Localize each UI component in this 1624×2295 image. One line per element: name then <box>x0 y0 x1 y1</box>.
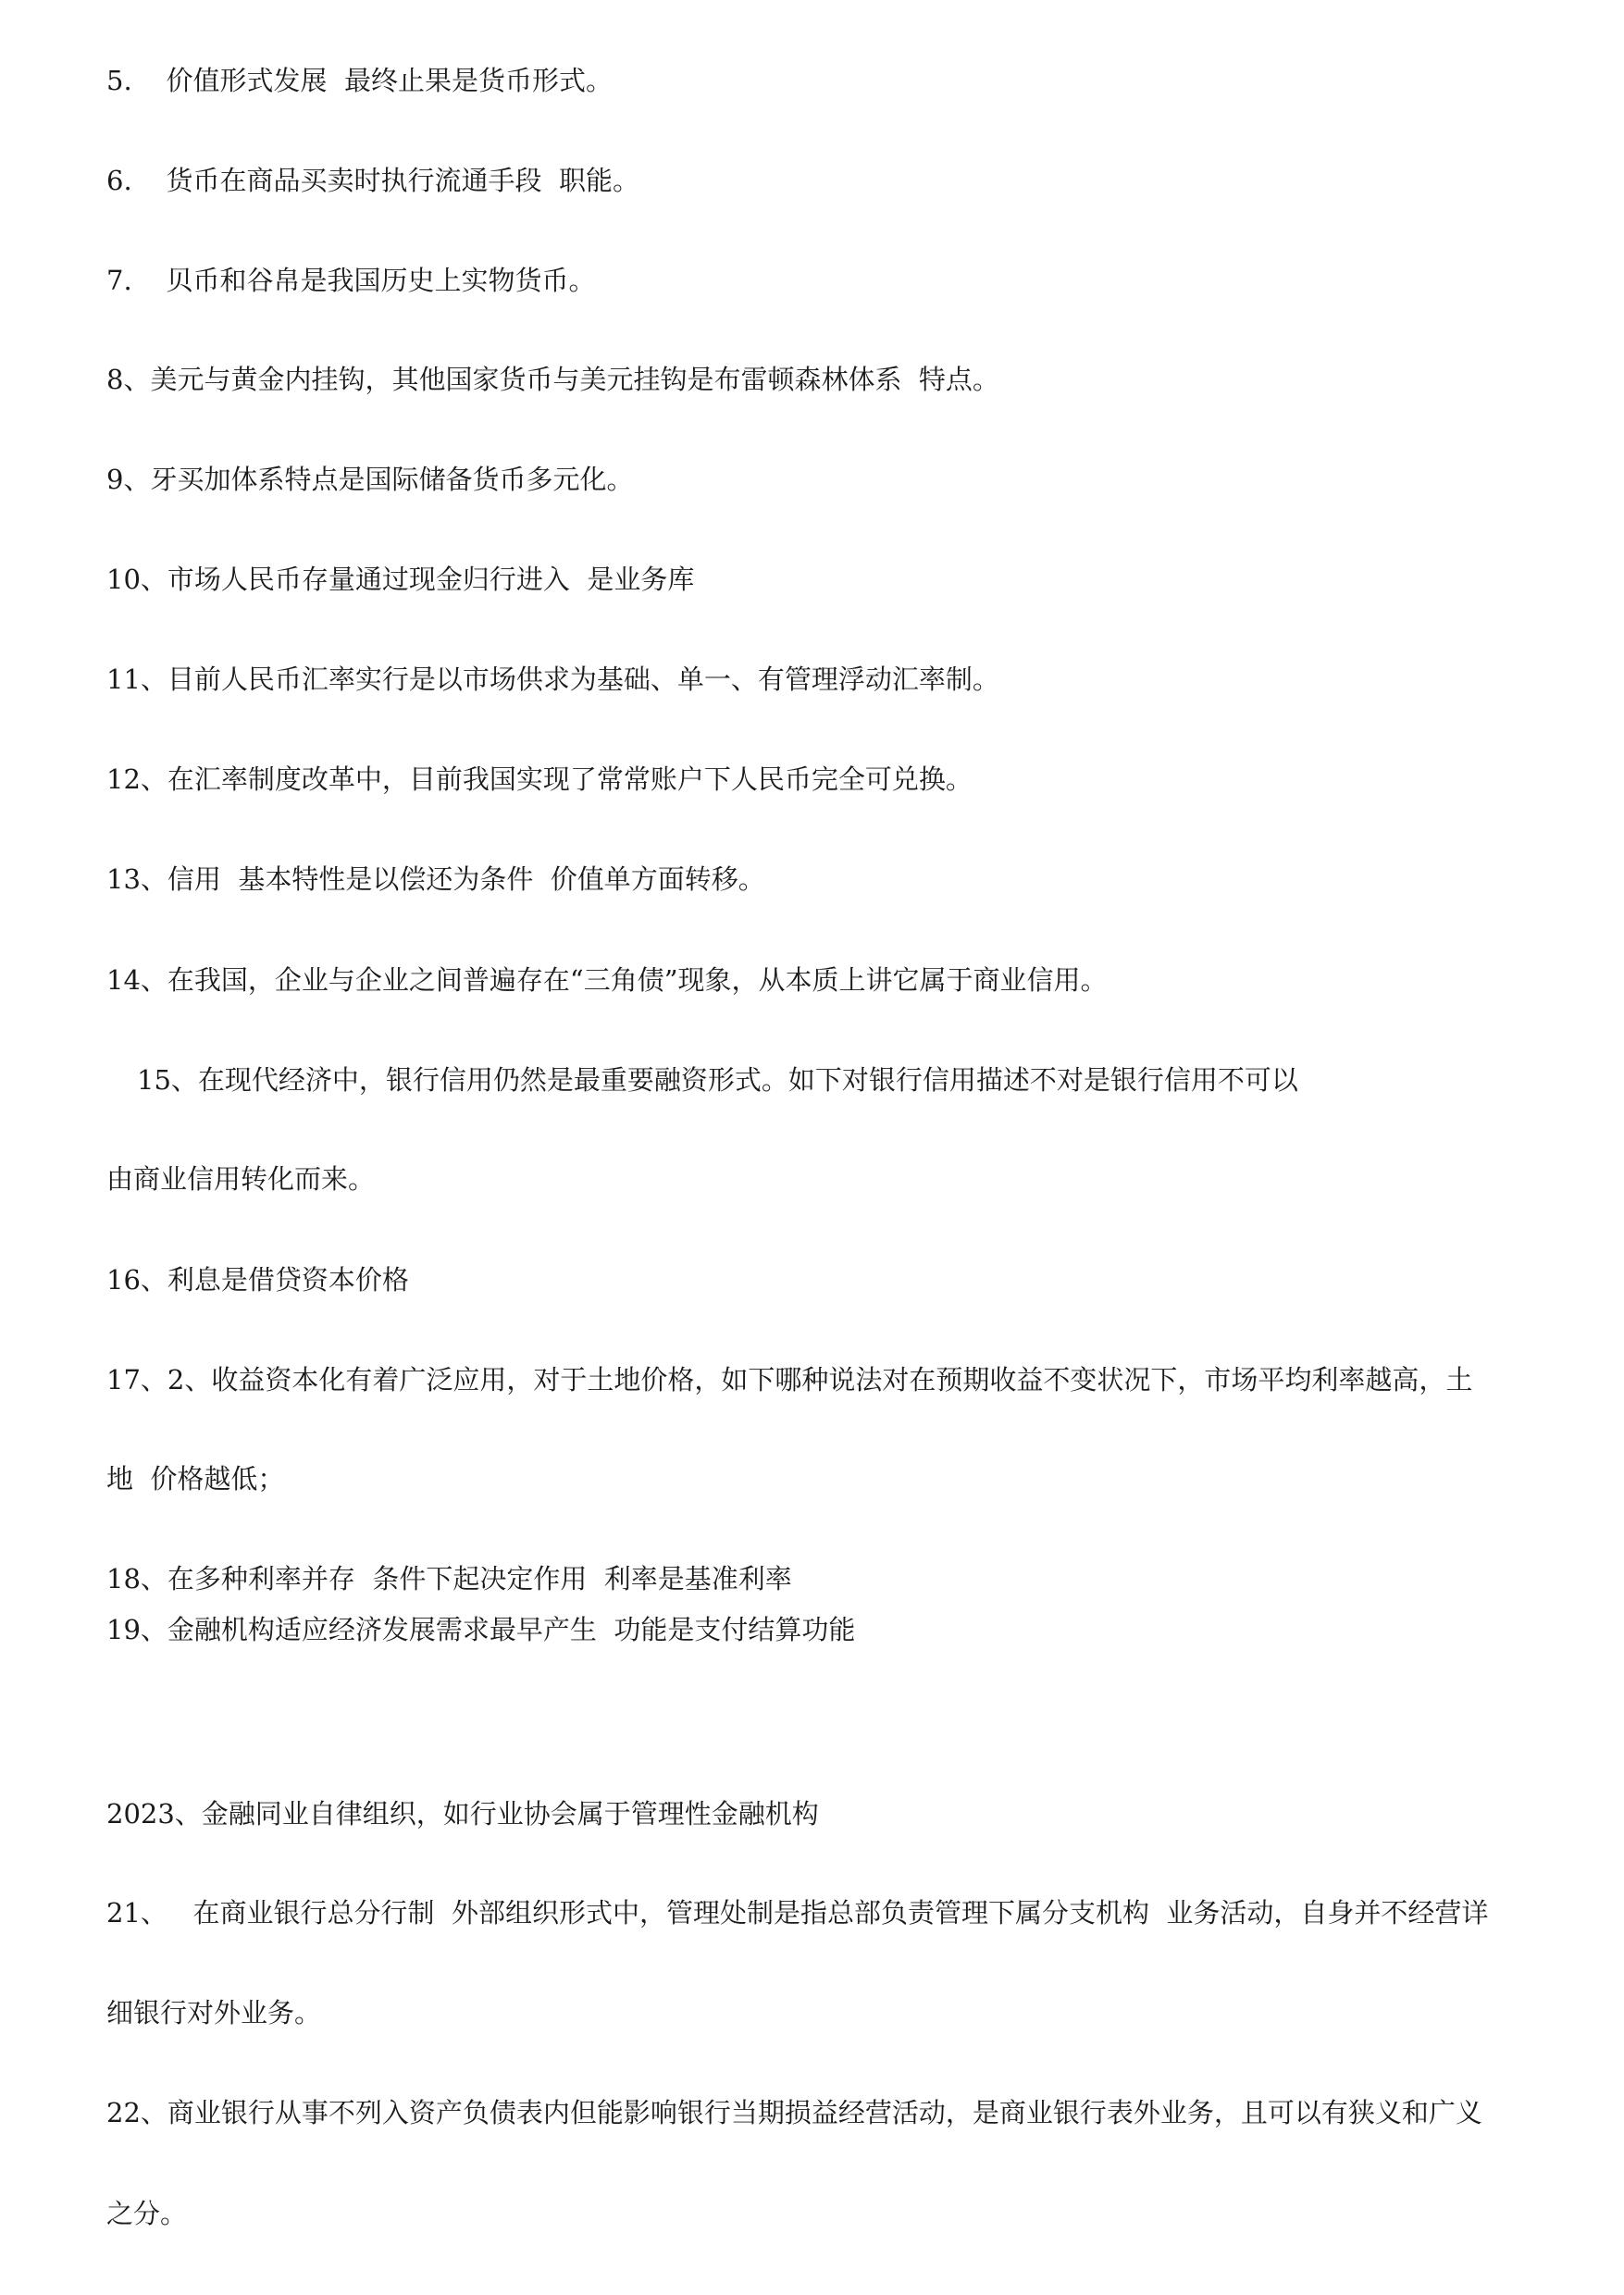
paragraph-item-18: 18、在多种利率并存 条件下起决定作用 利率是基准利率 <box>106 1563 792 1594</box>
paragraph-item-15: 15、在现代经济中，银行信用仍然是最重要融资形式。如下对银行信用描述不对是银行信用不可以 <box>137 1064 1298 1096</box>
paragraph-item-11: 11、目前人民币汇率实行是以市场供求为基础、单一、有管理浮动汇率制。 <box>106 664 999 695</box>
paragraph-item-10: 10、市场人民币存量通过现金归行进入 是业务库 <box>106 564 695 595</box>
paragraph-item-6: 6. 货币在商品买卖时执行流通手段 职能。 <box>106 165 639 196</box>
paragraph-item-19: 19、金融机构适应经济发展需求最早产生 功能是支付结算功能 <box>106 1614 856 1645</box>
paragraph-item-20: 2023、金融同业自律组织，如行业协会属于管理性金融机构 <box>106 1798 819 1830</box>
paragraph-item-12: 12、在汇率制度改革中，目前我国实现了常常账户下人民币完全可兑换。 <box>106 763 973 795</box>
paragraph-item-15-continued: 由商业信用转化而来。 <box>106 1163 376 1195</box>
paragraph-item-13: 13、信用 基本特性是以偿还为条件 价值单方面转移。 <box>106 863 765 895</box>
paragraph-item-16: 16、利息是借贷资本价格 <box>106 1264 409 1296</box>
paragraph-item-8: 8、美元与黄金内挂钩，其他国家货币与美元挂钩是布雷顿森林体系 特点。 <box>106 364 999 395</box>
paragraph-item-21-continued: 细银行对外业务。 <box>106 1997 322 2028</box>
paragraph-item-22: 22、商业银行从事不列入资产负债表内但能影响银行当期损益经营活动，是商业银行表外业务，且可以有狭义和广义 <box>106 2097 1482 2128</box>
paragraph-item-21: 21、 在商业银行总分行制 外部组织形式中，管理处制是指总部负责管理下属分支机构 业务活动，自身并不经营详 <box>106 1897 1489 1929</box>
paragraph-item-17: 17、2、收益资本化有着广泛应用，对于土地价格，如下哪种说法对在预期收益不变状况下，市场平均利率越高，土 <box>106 1364 1473 1396</box>
paragraph-item-14: 14、在我国，企业与企业之间普遍存在“三角债”现象，从本质上讲它属于商业信用。 <box>106 964 1108 996</box>
paragraph-item-17-continued: 地 价格越低； <box>106 1463 285 1495</box>
paragraph-item-22-continued: 之分。 <box>106 2198 188 2229</box>
paragraph-item-5: 5. 价值形式发展 最终止果是货币形式。 <box>106 65 613 96</box>
paragraph-item-7: 7. 贝币和谷帛是我国历史上实物货币。 <box>106 265 596 296</box>
paragraph-item-9: 9、牙买加体系特点是国际储备货币多元化。 <box>106 464 634 495</box>
